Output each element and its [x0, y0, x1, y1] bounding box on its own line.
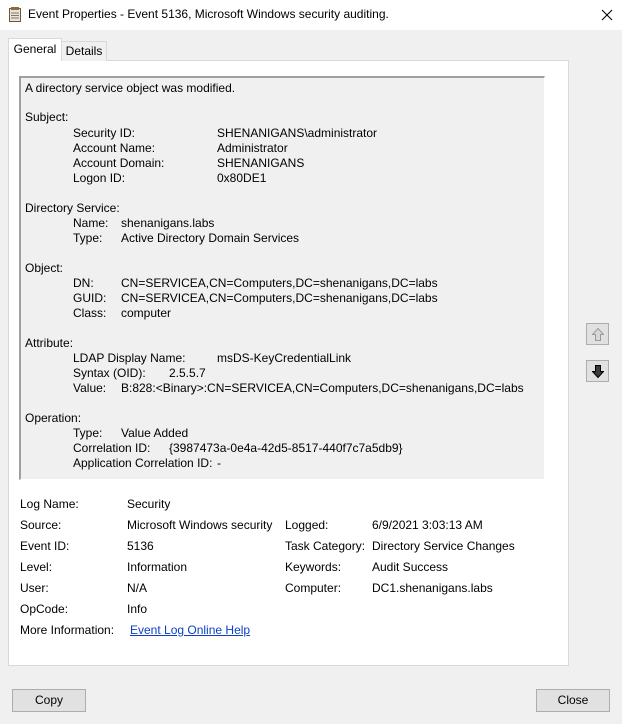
task-category-value: Directory Service Changes — [372, 539, 515, 553]
account-domain-label: Account Domain: — [73, 156, 165, 170]
operation-type-value: Value Added — [121, 426, 189, 440]
operation-heading: Operation: — [25, 411, 82, 425]
log-name-value: Security — [127, 497, 171, 511]
event-summary: A directory service object was modified. — [25, 81, 236, 95]
logon-id-value: 0x80DE1 — [217, 171, 267, 185]
tab-details[interactable]: Details — [61, 41, 107, 61]
task-category-label: Task Category: — [285, 539, 366, 553]
close-window-button[interactable] — [592, 0, 622, 30]
subject-heading: Subject: — [25, 110, 69, 124]
ds-name-label: Name: — [73, 216, 109, 230]
ldap-display-name-label: LDAP Display Name: — [73, 351, 186, 365]
syntax-oid-value: 2.5.5.7 — [169, 366, 206, 380]
close-icon — [592, 0, 622, 30]
app-correlation-id-label: Application Correlation ID: — [73, 456, 213, 470]
level-label: Level: — [20, 560, 53, 574]
event-description-box[interactable] — [19, 76, 545, 480]
arrow-down-icon — [592, 365, 604, 378]
ds-type-value: Active Directory Domain Services — [121, 231, 300, 245]
account-name-label: Account Name: — [73, 141, 156, 155]
opcode-label: OpCode: — [20, 602, 69, 616]
previous-event-button[interactable] — [586, 323, 609, 345]
account-domain-value: SHENANIGANS — [217, 156, 305, 170]
source-value: Microsoft Windows security — [127, 518, 273, 532]
operation-type-label: Type: — [73, 426, 103, 440]
correlation-id-label: Correlation ID: — [73, 441, 151, 455]
event-log-online-help-link[interactable]: Event Log Online Help — [130, 623, 251, 637]
log-name-label: Log Name: — [20, 497, 79, 511]
ds-type-label: Type: — [73, 231, 103, 245]
user-label: User: — [20, 581, 49, 595]
copy-button[interactable]: Copy — [12, 689, 86, 712]
app-correlation-id-value: - — [217, 456, 221, 470]
object-heading: Object: — [25, 261, 64, 275]
object-guid-value: CN=SERVICEA,CN=Computers,DC=shenanigans,DC=labs — [121, 291, 438, 305]
close-button[interactable]: Close — [536, 689, 610, 712]
object-dn-value: CN=SERVICEA,CN=Computers,DC=shenanigans,DC=labs — [121, 276, 438, 290]
event-log-icon — [9, 7, 21, 22]
security-id-label: Security ID: — [73, 126, 136, 140]
attribute-value-value: B:828:<Binary>:CN=SERVICEA,CN=Computers,DC=shenanigans,DC=labs — [121, 381, 524, 395]
object-class-value: computer — [121, 306, 172, 320]
attribute-heading: Attribute: — [25, 336, 74, 350]
level-value: Information — [127, 560, 188, 574]
event-id-label: Event ID: — [20, 539, 70, 553]
window-title: Event Properties - Event 5136, Microsoft Windows security auditing. — [28, 7, 389, 21]
ds-name-value: shenanigans.labs — [121, 216, 215, 230]
tab-general[interactable]: General — [8, 38, 62, 61]
attribute-value-label: Value: — [73, 381, 107, 395]
logon-id-label: Logon ID: — [73, 171, 126, 185]
opcode-value: Info — [127, 602, 148, 616]
security-id-value: SHENANIGANS\administrator — [217, 126, 378, 140]
computer-value: DC1.shenanigans.labs — [372, 581, 493, 595]
object-guid-label: GUID: — [73, 291, 107, 305]
source-label: Source: — [20, 518, 62, 532]
next-event-button[interactable] — [586, 360, 609, 382]
logged-value: 6/9/2021 3:03:13 AM — [372, 518, 483, 532]
more-information-label: More Information: — [20, 623, 115, 637]
event-id-value: 5136 — [127, 539, 154, 553]
computer-label: Computer: — [285, 581, 342, 595]
object-class-label: Class: — [73, 306, 107, 320]
keywords-value: Audit Success — [372, 560, 449, 574]
correlation-id-value: {3987473a-0e4a-42d5-8517-440f7c7a5db9} — [169, 441, 403, 455]
keywords-label: Keywords: — [285, 560, 342, 574]
title-bar — [0, 0, 622, 30]
user-value: N/A — [127, 581, 148, 595]
logged-label: Logged: — [285, 518, 329, 532]
arrow-up-icon — [592, 328, 604, 341]
account-name-value: Administrator — [217, 141, 288, 155]
ldap-display-name-value: msDS-KeyCredentialLink — [217, 351, 352, 365]
syntax-oid-label: Syntax (OID): — [73, 366, 146, 380]
object-dn-label: DN: — [73, 276, 94, 290]
directory-service-heading: Directory Service: — [25, 201, 120, 215]
